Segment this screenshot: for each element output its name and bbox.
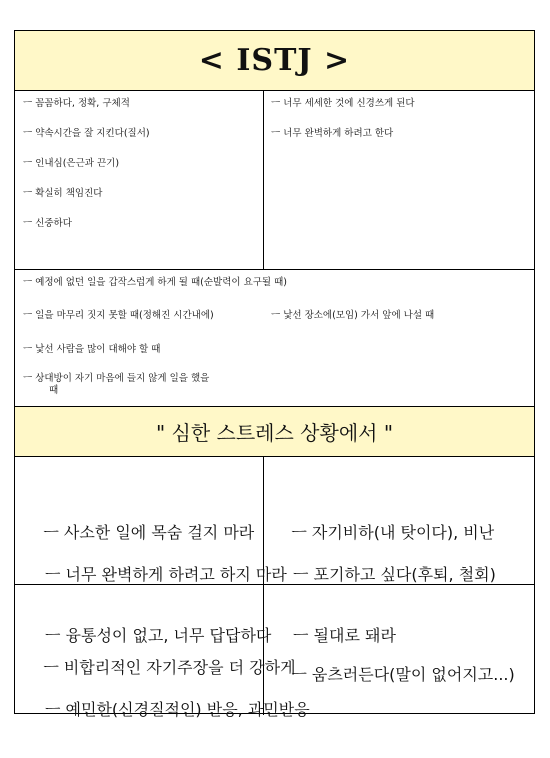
reaction-sub: ㅡ 될대로 돼라 <box>293 626 396 645</box>
trigger-item: ㅡ 낯선 장소에(모임) 가서 앞에 나설 때 <box>271 310 435 321</box>
stress-banner <box>15 406 534 457</box>
advice-sub: ㅡ 융통성이 없고, 너무 답답하다 <box>45 626 272 645</box>
trait-item: ㅡ 인내심(은근과 끈기) <box>23 158 120 169</box>
trait-item: ㅡ 꼼꼼하다, 정확, 구체적 <box>23 98 130 109</box>
trigger-item: ㅡ 낯선 사람을 많이 대해야 할 때 <box>23 344 161 355</box>
column-divider <box>263 91 264 269</box>
page-title: < ISTJ > <box>198 43 351 78</box>
istj-sheet <box>14 30 535 719</box>
trigger-item: ㅡ 상대방이 자기 마음에 들지 않게 일을 했을 <box>23 373 210 384</box>
stress-title: " 심한 스트레스 상황에서 " <box>155 421 394 445</box>
stress-triggers-section <box>15 269 534 406</box>
traits-section <box>15 91 534 269</box>
trigger-item: ㅡ 일을 마무리 짓지 못할 때(정해진 시간내에) <box>23 310 214 321</box>
behavior-main: ㅡ 비합리적인 자기주장을 더 강하게 <box>43 658 296 677</box>
weakness-item: ㅡ 너무 완벽하게 하려고 한다 <box>271 128 394 139</box>
behavior-cell <box>23 636 310 758</box>
reaction-main: ㅡ 자기비하(내 탓이다), 비난 <box>291 523 495 542</box>
trait-item: ㅡ 약속시간을 잘 지킨다(질서) <box>23 128 150 139</box>
behavior-sub: ㅡ 예민한(신경질적인) 반응, 과민반응 <box>45 700 310 719</box>
title-banner <box>15 31 534 91</box>
trigger-item-continuation: 때 <box>49 385 59 396</box>
withdrawal-main: ㅡ 움츠러든다(말이 없어지고...) <box>291 665 515 684</box>
withdrawal-cell <box>271 643 515 704</box>
trait-item: ㅡ 신중하다 <box>23 218 72 229</box>
trait-item: ㅡ 확실히 책임진다 <box>23 188 103 199</box>
trigger-item: ㅡ 예정에 없던 일을 갑작스럽게 하게 될 때(순발력이 요구될 때) <box>23 277 288 288</box>
advice-main: ㅡ 사소한 일에 목숨 걸지 마라 <box>43 523 255 542</box>
reaction-sub: ㅡ 포기하고 싶다(후퇴, 철회) <box>293 565 496 584</box>
advice-sub: ㅡ 너무 완벽하게 하려고 하지 마라 <box>45 565 287 584</box>
weakness-item: ㅡ 너무 세세한 것에 신경쓰게 된다 <box>271 98 415 109</box>
